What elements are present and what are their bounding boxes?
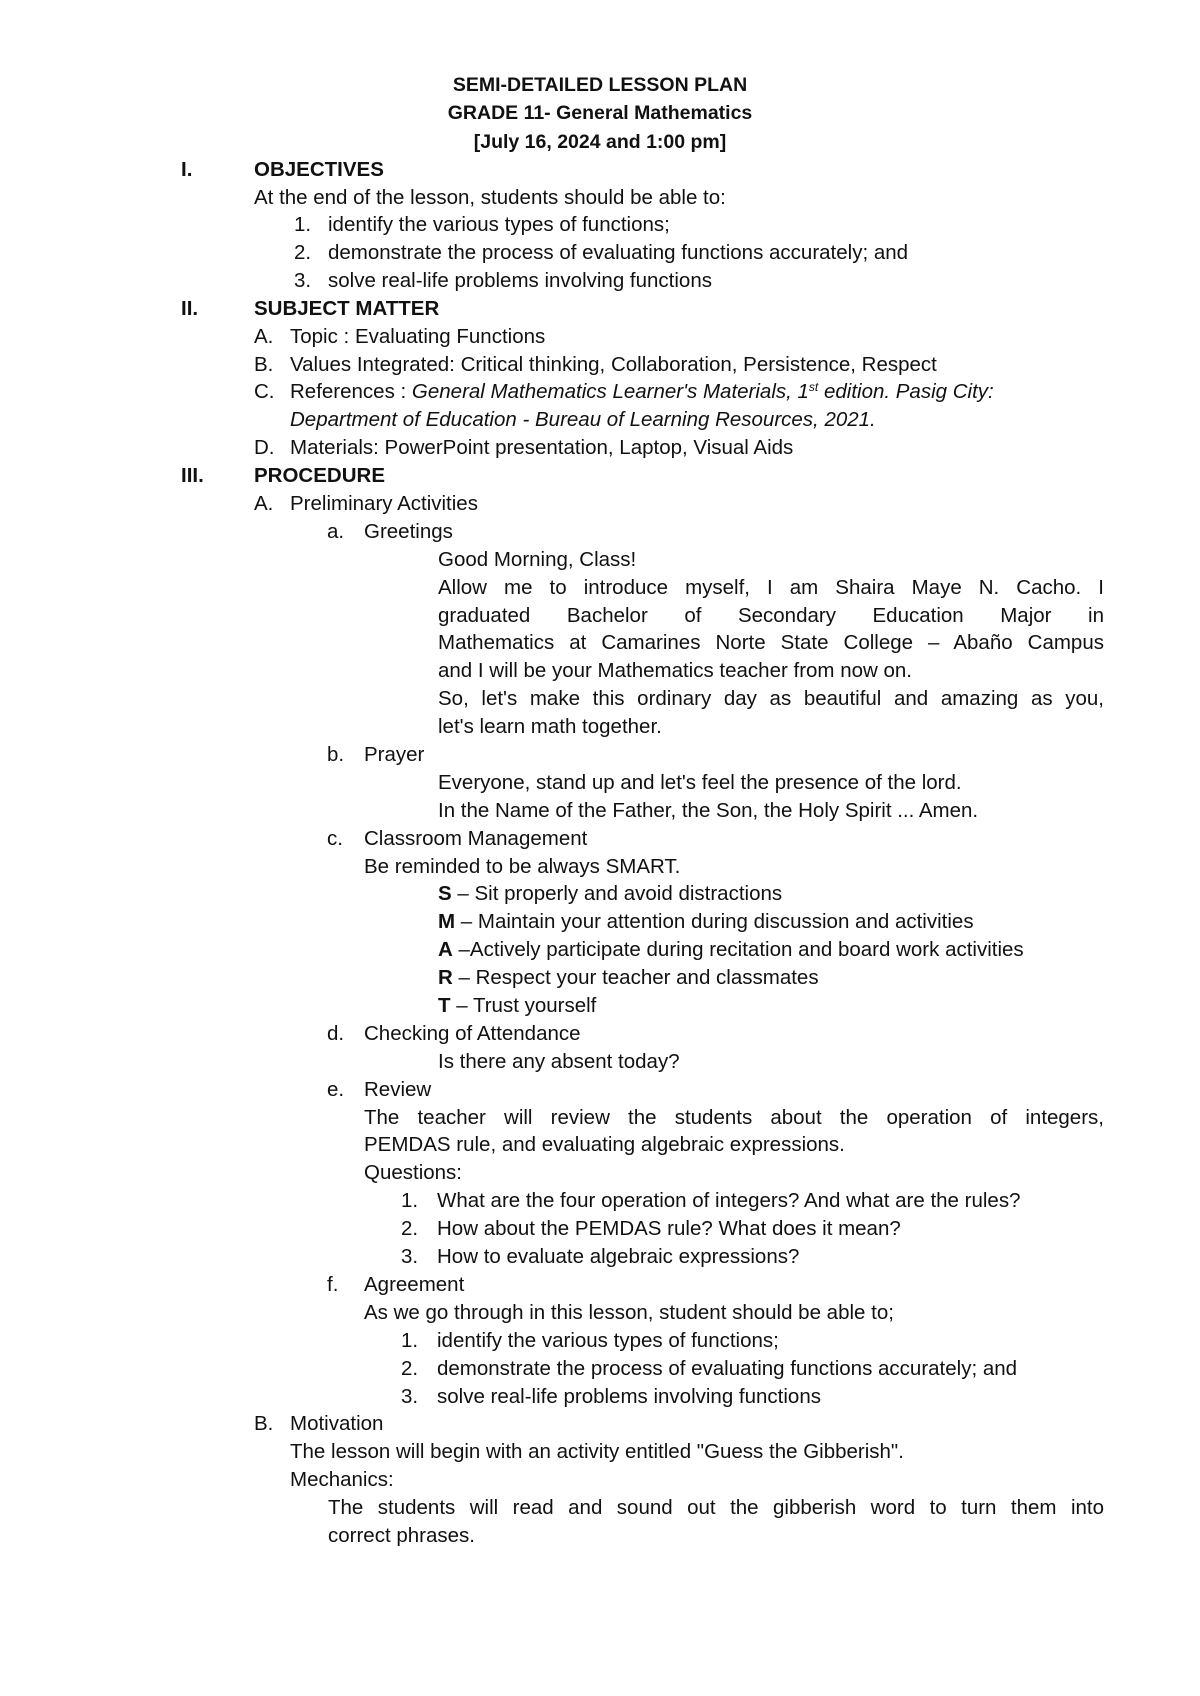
agreement-item: demonstrate the process of evaluating functions accurately; and: [437, 1357, 1018, 1380]
greetings-line: graduated Bachelor of Secondary Education Major in: [438, 604, 1104, 627]
objective-item: identify the various types of functions;: [328, 213, 670, 236]
review-title: Review: [364, 1078, 432, 1101]
objectives-intro: At the end of the lesson, students should be able to:: [254, 186, 726, 209]
list-letter: D.: [254, 436, 275, 459]
list-number: 2.: [401, 1217, 419, 1240]
attendance-title: Checking of Attendance: [364, 1022, 581, 1045]
smart-rule: [438, 936, 1024, 964]
agreement-intro: As we go through in this lesson, student should be able to;: [364, 1301, 894, 1324]
subject-values: Values Integrated: Critical thinking, Collaboration, Persistence, Respect: [290, 353, 937, 376]
greetings-line: and I will be your Mathematics teacher from now on.: [438, 659, 912, 682]
references-superscript: st: [808, 380, 819, 394]
list-number: 2.: [401, 1357, 419, 1380]
references-citation-a: General Mathematics Learner's Materials, 1: [411, 380, 809, 403]
list-letter: A.: [254, 492, 274, 515]
review-question: How to evaluate algebraic expressions?: [437, 1245, 800, 1268]
review-question: How about the PEMDAS rule? What does it mean?: [437, 1217, 901, 1240]
questions-label: Questions:: [364, 1161, 462, 1184]
list-number: 2.: [294, 241, 312, 264]
smart-text: –Actively participate during recitation and board work activities: [452, 938, 1024, 961]
list-letter: C.: [254, 380, 275, 403]
motivation-line: The lesson will begin with an activity entitled "Guess the Gibberish".: [290, 1440, 904, 1463]
classroom-intro: Be reminded to be always SMART.: [364, 855, 681, 878]
smart-text: – Trust yourself: [450, 994, 597, 1017]
list-letter: b.: [327, 743, 345, 766]
doc-title: SEMI-DETAILED LESSON PLAN: [452, 74, 748, 96]
preliminary-activities: Preliminary Activities: [290, 492, 478, 515]
motivation-title: Motivation: [290, 1412, 384, 1435]
smart-letter: M: [438, 910, 456, 933]
greetings-title: Greetings: [364, 520, 453, 543]
doc-grade: GRADE 11- General Mathematics: [447, 102, 753, 124]
list-letter: d.: [327, 1022, 345, 1045]
mechanics-line: The students will read and sound out the gibberish word to turn them into: [328, 1496, 1104, 1519]
smart-rule: [438, 964, 819, 992]
subject-references: [290, 378, 994, 406]
references-citation-b: edition. Pasig City:: [818, 380, 994, 403]
greetings-line: Allow me to introduce myself, I am Shaira Maye N. Cacho. I: [438, 576, 1104, 599]
list-letter: f.: [327, 1273, 339, 1296]
objective-item: demonstrate the process of evaluating functions accurately; and: [328, 241, 909, 264]
smart-letter: T: [438, 994, 451, 1017]
greetings-line: So, let's make this ordinary day as beautiful and amazing as you,: [438, 687, 1104, 710]
agreement-title: Agreement: [364, 1273, 465, 1296]
agreement-item: solve real-life problems involving functions: [437, 1385, 821, 1408]
mechanics-label: Mechanics:: [290, 1468, 394, 1491]
section-heading-procedure: PROCEDURE: [254, 464, 385, 487]
smart-text: – Respect your teacher and classmates: [452, 966, 819, 989]
section-heading-subject-matter: SUBJECT MATTER: [254, 297, 440, 320]
attendance-line: Is there any absent today?: [438, 1050, 680, 1073]
list-letter: c.: [327, 827, 343, 850]
smart-letter: A: [438, 938, 453, 961]
smart-letter: S: [438, 882, 452, 905]
greetings-line: let's learn math together.: [438, 715, 662, 738]
list-number: 3.: [401, 1245, 419, 1268]
list-number: 1.: [401, 1189, 419, 1212]
greetings-line: Mathematics at Camarines Norte State College – Abaño Campus: [438, 631, 1104, 654]
smart-rule: [438, 908, 974, 936]
smart-text: – Sit properly and avoid distractions: [451, 882, 783, 905]
smart-rule: [438, 992, 596, 1020]
list-number: 1.: [401, 1329, 419, 1352]
greetings-line: Good Morning, Class!: [438, 548, 637, 571]
smart-letter: R: [438, 966, 453, 989]
references-label: References :: [290, 380, 412, 403]
list-number: 3.: [401, 1385, 419, 1408]
doc-date: [July 16, 2024 and 1:00 pm]: [473, 131, 727, 153]
section-number: III.: [181, 464, 204, 487]
list-letter: B.: [254, 1412, 274, 1435]
prayer-line: In the Name of the Father, the Son, the Holy Spirit ... Amen.: [438, 799, 979, 822]
prayer-title: Prayer: [364, 743, 425, 766]
review-question: What are the four operation of integers? And what are the rules?: [437, 1189, 1021, 1212]
list-number: 1.: [294, 213, 312, 236]
smart-text: – Maintain your attention during discussion and activities: [455, 910, 974, 933]
section-heading-objectives: OBJECTIVES: [254, 158, 384, 181]
section-number: II.: [181, 297, 199, 320]
subject-materials: Materials: PowerPoint presentation, Laptop, Visual Aids: [290, 436, 794, 459]
agreement-item: identify the various types of functions;: [437, 1329, 779, 1352]
review-line: The teacher will review the students about the operation of integers,: [364, 1106, 1104, 1129]
mechanics-line: correct phrases.: [328, 1524, 475, 1547]
smart-rule: [438, 880, 782, 908]
subject-topic: Topic : Evaluating Functions: [290, 325, 546, 348]
prayer-line: Everyone, stand up and let's feel the presence of the lord.: [438, 771, 962, 794]
list-number: 3.: [294, 269, 312, 292]
list-letter: A.: [254, 325, 274, 348]
review-line: PEMDAS rule, and evaluating algebraic expressions.: [364, 1133, 845, 1156]
section-number: I.: [181, 158, 193, 181]
classroom-title: Classroom Management: [364, 827, 588, 850]
list-letter: B.: [254, 353, 274, 376]
list-letter: a.: [327, 520, 345, 543]
list-letter: e.: [327, 1078, 345, 1101]
references-citation-line2: Department of Education - Bureau of Learning Resources, 2021.: [290, 408, 876, 431]
objective-item: solve real-life problems involving functions: [328, 269, 712, 292]
